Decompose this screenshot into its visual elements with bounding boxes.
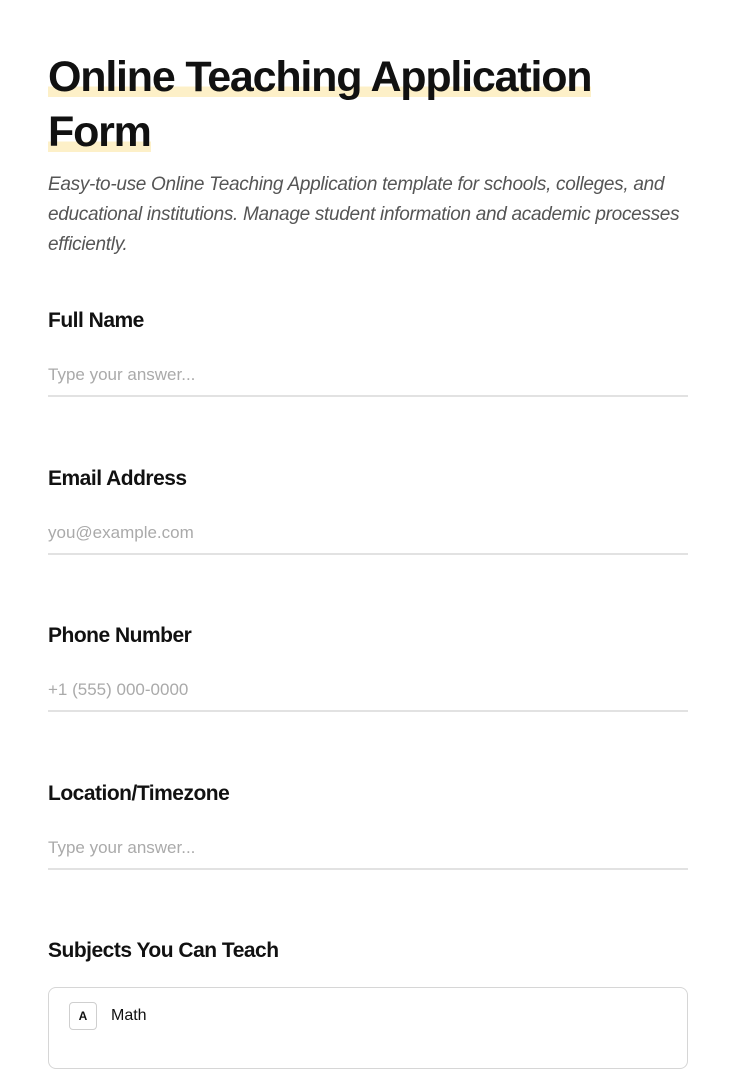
page-title: Online Teaching Application Form (48, 53, 592, 156)
location-input[interactable] (48, 828, 688, 870)
option-key-badge: A (69, 1002, 97, 1030)
subjects-label: Subjects You Can Teach (48, 939, 279, 962)
subjects-options (48, 987, 688, 1069)
email-label: Email Address (48, 467, 187, 490)
location-label: Location/Timezone (48, 782, 230, 805)
full-name-input[interactable] (48, 355, 688, 397)
phone-input[interactable] (48, 670, 688, 712)
phone-label: Phone Number (48, 624, 192, 647)
option-math[interactable] (69, 1002, 147, 1030)
email-input[interactable] (48, 513, 688, 555)
option-label: Math (111, 1007, 147, 1024)
form-description: Easy-to-use Online Teaching Application template for schools, colleges, and educational institutions. Manage student information and academic processes efficiently. (48, 174, 680, 255)
full-name-label: Full Name (48, 309, 144, 332)
